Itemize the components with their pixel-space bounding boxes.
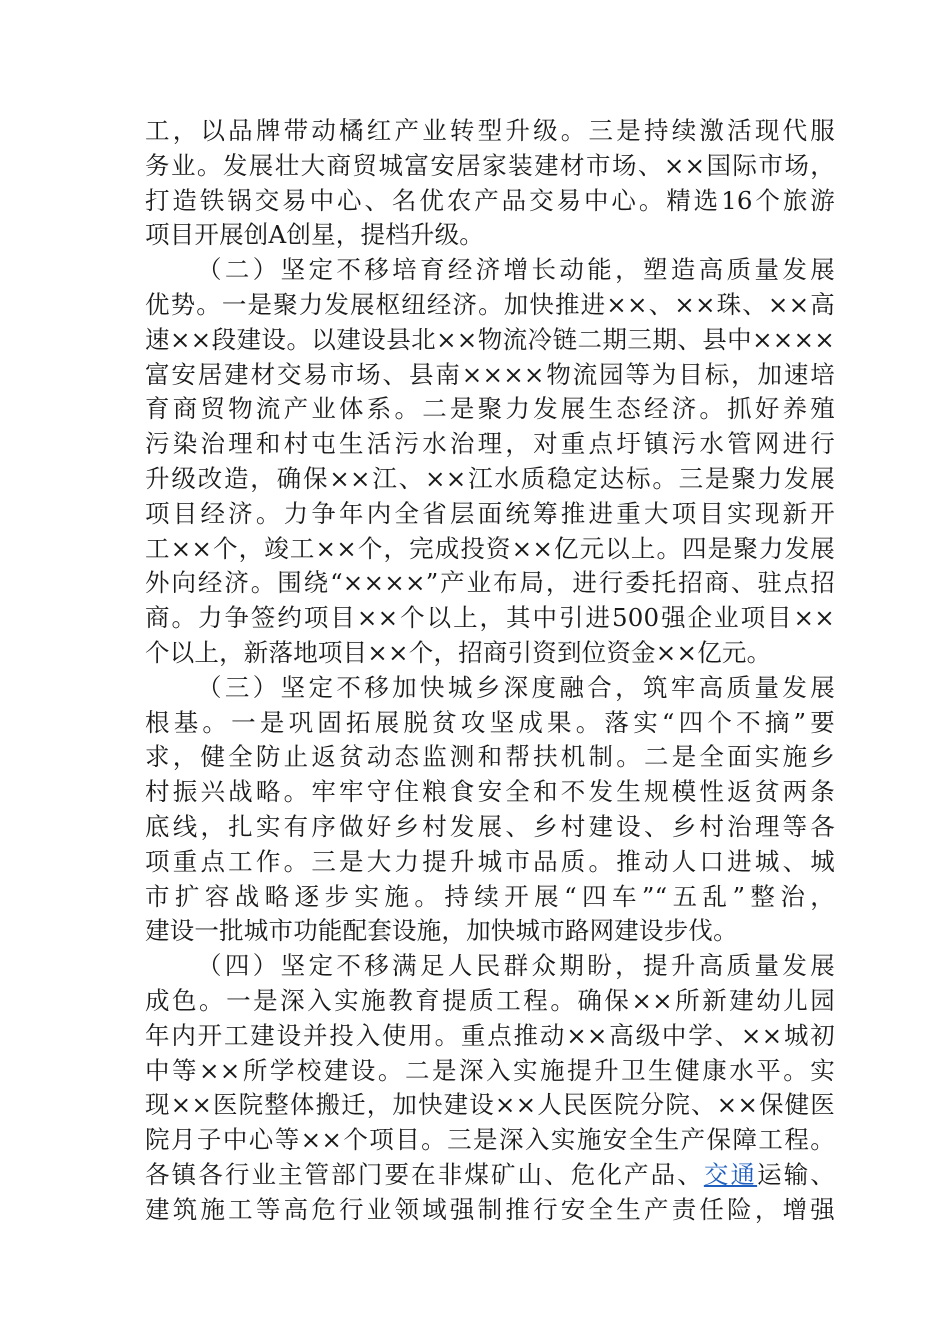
text-segment: 项目开展创A创星，提档升级。 [145, 220, 484, 250]
text-segment: 打造铁锅交易中心、名优农产品交易中心。精选16个旅游 [145, 185, 835, 215]
text-segment: 务业。发展壮大商贸城富安居家装建材市场、××国际市场， [145, 150, 835, 180]
paragraph [145, 114, 835, 253]
text-line [145, 1123, 835, 1158]
text-line [145, 706, 835, 741]
text-line [145, 149, 835, 184]
text-line [145, 532, 835, 567]
paragraph [145, 253, 835, 671]
text-segment: 育商贸物流产业体系。二是聚力发展生态经济。抓好养殖 [145, 394, 835, 424]
text-line [145, 427, 835, 462]
text-segment: 底线，扎实有序做好乡村发展、乡村建设、乡村治理等各 [145, 811, 835, 841]
text-line [145, 323, 835, 358]
text-line [145, 1088, 835, 1123]
text-segment: 速××段建设。以建设县北××物流冷链二期三期、县中×××× [145, 324, 835, 354]
text-segment: 外向经济。围绕“××××”产业布局，进行委托招商、驻点招 [145, 568, 835, 598]
text-segment: （二）坚定不移培育经济增长动能，塑造高质量发展 [197, 255, 835, 285]
text-line [145, 1158, 835, 1193]
text-line [145, 358, 835, 393]
text-segment: 项目经济。力争年内全省层面统筹推进重大项目实现新开 [145, 498, 835, 528]
text-segment: 建设一批城市功能配套设施，加快城市路网建设步伐。 [145, 916, 738, 946]
text-line [145, 636, 835, 671]
paragraph [145, 671, 835, 949]
text-segment: 污染治理和村屯生活污水治理，对重点圩镇污水管网进行 [145, 429, 835, 459]
text-segment: 院月子中心等××个项目。三是深入实施安全生产保障工程。 [145, 1125, 835, 1155]
text-line [145, 984, 835, 1019]
text-segment: （三）坚定不移加快城乡深度融合，筑牢高质量发展 [197, 672, 835, 702]
text-segment: 建筑施工等高危行业领域强制推行安全生产责任险，增强 [145, 1194, 835, 1224]
text-segment: 项重点工作。三是大力提升城市品质。推动人口进城、城 [145, 846, 835, 876]
text-line [145, 601, 835, 636]
text-line [145, 845, 835, 880]
text-line [145, 1054, 835, 1089]
text-segment: （四）坚定不移满足人民群众期盼，提升高质量发展 [197, 951, 835, 981]
text-line [145, 1193, 835, 1228]
text-segment: 年内开工建设并投入使用。重点推动××高级中学、××城初 [145, 1020, 835, 1050]
text-line [145, 740, 835, 775]
text-segment: 现××医院整体搬迁，加快建设××人民医院分院、××保健医 [145, 1090, 835, 1120]
text-line [145, 288, 835, 323]
text-segment: 工××个，竣工××个，完成投资××亿元以上。四是聚力发展 [145, 533, 835, 563]
text-line [145, 114, 835, 149]
text-line [145, 810, 835, 845]
text-line [145, 1019, 835, 1054]
text-line [145, 462, 835, 497]
link-traffic[interactable]: 交通 [703, 1159, 758, 1189]
text-segment: 市扩容战略逐步实施。持续开展“四车”“五乱”整治， [145, 881, 835, 911]
text-line [145, 880, 835, 915]
text-segment: 商。力争签约项目××个以上，其中引进500强企业项目×× [145, 603, 835, 633]
text-line [145, 218, 835, 253]
text-line [145, 566, 835, 601]
text-line [145, 184, 835, 219]
text-segment: 根基。一是巩固拓展脱贫攻坚成果。落实“四个不摘”要 [145, 707, 835, 737]
text-segment: 工，以品牌带动橘红产业转型升级。三是持续激活现代服 [145, 116, 835, 145]
text-segment: 求，健全防止返贫动态监测和帮扶机制。二是全面实施乡 [145, 742, 835, 772]
text-line [145, 392, 835, 427]
text-segment: 村振兴战略。牢牢守住粮食安全和不发生规模性返贫两条 [145, 777, 835, 807]
text-line [145, 775, 835, 810]
paragraph [145, 949, 835, 1227]
text-line [145, 253, 835, 288]
text-segment: 各镇各行业主管部门要在非煤矿山、危化产品、 [145, 1159, 704, 1189]
text-segment: 富安居建材交易市场、县南××××物流园等为目标，加速培 [145, 359, 835, 389]
text-segment: 运输、 [757, 1159, 836, 1189]
text-segment: 优势。一是聚力发展枢纽经济。加快推进××、××珠、××高 [145, 289, 835, 319]
text-segment: 中等××所学校建设。二是深入实施提升卫生健康水平。实 [145, 1055, 835, 1085]
text-segment: 升级改造，确保××江、××江水质稳定达标。三是聚力发展 [145, 463, 835, 493]
text-line [145, 914, 835, 949]
text-segment: 成色。一是深入实施教育提质工程。确保××所新建幼儿园 [145, 985, 835, 1015]
text-line [145, 671, 835, 706]
document-body [145, 114, 835, 1228]
text-line [145, 497, 835, 532]
text-segment: 个以上，新落地项目××个，招商引资到位资金××亿元。 [145, 637, 772, 667]
text-line [145, 949, 835, 984]
